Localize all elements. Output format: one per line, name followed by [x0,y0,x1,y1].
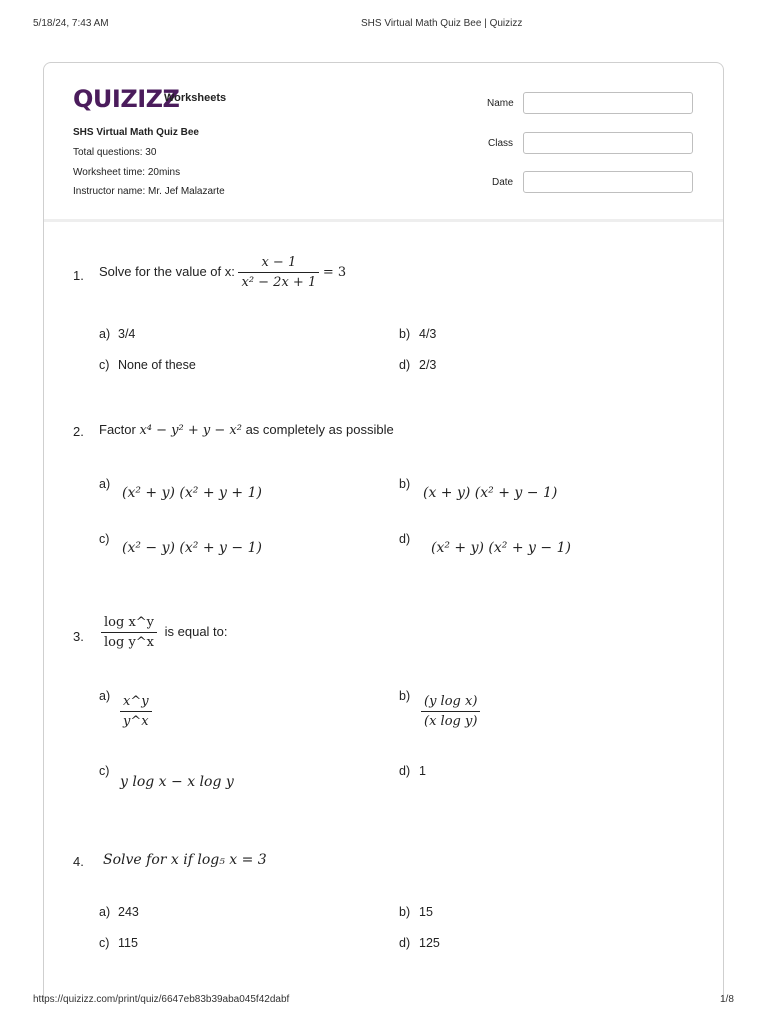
fraction-numerator: (y log x) [421,694,480,712]
option-d: 2/3 [419,358,437,372]
print-url: https://quizizz.com/print/quiz/6647eb83b39aba045f42dabf [33,994,290,1005]
option-a: 3/4 [118,327,136,341]
option-d: 125 [419,936,440,950]
class-label: Class [488,138,514,149]
question-prompt-post: as completely as possible [245,422,394,437]
option-b [421,694,480,729]
option-letter: a) [99,327,111,341]
option-c: None of these [118,358,196,372]
option-letter: a) [99,905,111,919]
option-fraction [120,694,152,729]
question-expression: x⁴ − y² + y − x² [139,423,242,438]
class-field[interactable] [523,132,693,154]
option-d: 1 [419,764,426,778]
fraction-numerator: x − 1 [238,255,319,273]
option-letter: a) [99,477,111,491]
option-a [120,694,152,729]
question-1 [99,255,346,290]
quizizz-logo: QUIZIZZ [73,85,180,113]
option-letter: d) [399,358,411,372]
fraction-denominator: (x log y) [424,714,478,729]
fraction-denominator: x² − 2x + 1 [241,275,317,290]
option-fraction [421,694,480,729]
fraction-denominator: y^x [123,714,149,729]
option-letter: c) [99,358,110,372]
question-number: 3. [73,629,84,644]
fraction-denominator: log y^x [104,635,155,650]
total-questions: Total questions: 30 [73,147,157,158]
question-number: 2. [73,424,84,439]
question-fraction [238,255,319,290]
option-letter: c) [99,764,110,778]
fraction-numerator: log x^y [101,615,157,633]
option-letter: b) [399,477,411,491]
date-label: Date [492,177,514,188]
name-field[interactable] [523,92,693,114]
option-c: y log x − x log y [120,774,234,790]
option-a: (x² + y) (x² + y + 1) [122,485,262,501]
equation-rhs: = 3 [322,264,347,280]
instructor-name: Instructor name: Mr. Jef Malazarte [73,186,225,197]
option-letter: b) [399,905,411,919]
worksheet-header [44,63,723,222]
option-letter: d) [399,532,411,546]
name-label: Name [487,98,514,109]
option-letter: c) [99,532,110,546]
option-b: 15 [419,905,433,919]
question-prompt-pre: Factor [99,422,136,437]
option-c: (x² − y) (x² + y − 1) [122,540,262,556]
option-letter: b) [399,327,411,341]
option-b: 4/3 [419,327,437,341]
option-d: (x² + y) (x² + y − 1) [431,540,571,556]
option-letter: b) [399,689,411,703]
question-number: 4. [73,854,84,869]
option-letter: a) [99,689,111,703]
option-letter: d) [399,936,411,950]
question-3 [101,615,228,650]
question-4: Solve for x if log₅ x = 3 [103,852,267,868]
question-2 [99,422,394,438]
print-page-title: SHS Virtual Math Quiz Bee | Quizizz [361,18,523,29]
worksheet-title: SHS Virtual Math Quiz Bee [73,127,199,138]
fraction-numerator: x^y [120,694,152,712]
option-c: 115 [118,936,138,950]
question-number: 1. [73,268,84,283]
question-fraction [101,615,157,650]
worksheets-label: Worksheets [164,92,227,104]
option-letter: d) [399,764,411,778]
question-prompt-post: is equal to: [164,623,228,639]
page-number: 1/8 [720,994,734,1005]
print-datetime: 5/18/24, 7:43 AM [33,18,109,29]
option-b: (x + y) (x² + y − 1) [423,485,558,501]
date-field[interactable] [523,171,693,193]
worksheet-time: Worksheet time: 20mins [73,167,181,178]
question-prompt: Solve for the value of x: [99,263,235,279]
option-letter: c) [99,936,110,950]
option-a: 243 [118,905,139,919]
